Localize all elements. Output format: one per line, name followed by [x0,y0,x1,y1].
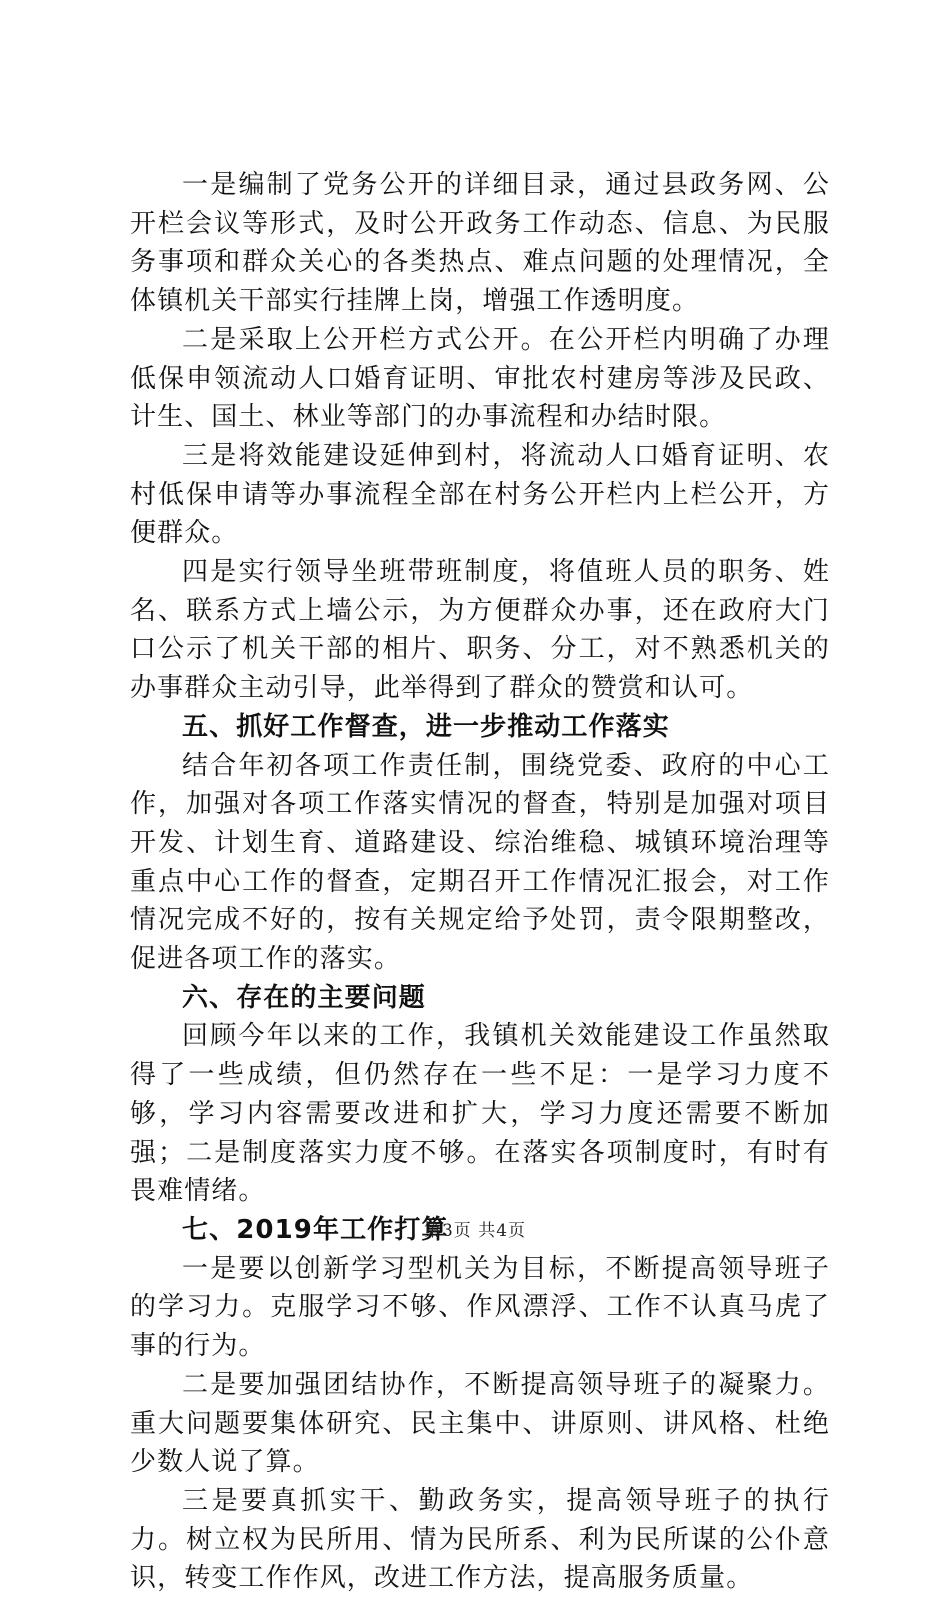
section-heading-5: 五、抓好工作督查，进一步推动工作落实 [182,711,670,742]
page-number-footer: 第3页 共4页 [423,1221,527,1241]
paragraph-7: 一是要以创新学习型机关为目标，不断提高领导班子的学习力。克服学习不够、作风漂浮、工作不认真马虎了事的行为。 [130,1253,830,1362]
paragraph-8: 二是要加强团结协作，不断提高领导班子的凝聚力。重大问题要集体研究、民主集中、讲原则、讲风格、杜绝少数人说了算。 [130,1369,830,1478]
paragraph-2: 二是采取上公开栏方式公开。在公开栏内明确了办理低保申领流动人口婚育证明、审批农村建房等涉及民政、计生、国土、林业等部门的办事流程和办结时限。 [130,324,830,433]
section-heading-7: 七、2019年工作打算 [182,1214,449,1245]
section-heading-6: 六、存在的主要问题 [182,982,426,1013]
paragraph-9: 三是要真抓实干、勤政务实，提高领导班子的执行力。树立权为民所用、情为民所系、利为民所谋的公仆意识，转变工作作风，改进工作方法，提高服务质量。 [130,1485,830,1594]
paragraph-4: 四是实行领导坐班带班制度，将值班人员的职务、姓名、联系方式上墙公示，为方便群众办事，还在政府大门口公示了机关干部的相片、职务、分工，对不熟悉机关的办事群众主动引导，此举得到了群众的赞赏和认可。 [130,557,830,704]
paragraph-5: 结合年初各项工作责任制，围绕党委、政府的中心工作，加强对各项工作落实情况的督查，特别是加强对项目开发、计划生育、道路建设、综治维稳、城镇环境治理等重点中心工作的督查，定期召开工作情况汇报会，对工作情况完成不好的，按有关规定给予处罚，责令限期整改，促进各项工作的落实。 [130,750,830,975]
paragraph-1: 一是编制了党务公开的详细目录，通过县政务网、公开栏会议等形式，及时公开政务工作动态、信息、为民服务事项和群众关心的各类热点、难点问题的处理情况，全体镇机关干部实行挂牌上岗，增强工作透明度。 [130,170,830,317]
paragraph-6: 回顾今年以来的工作，我镇机关效能建设工作虽然取得了一些成绩，但仍然存在一些不足：一是学习力度不够，学习内容需要改进和扩大，学习力度还需要不断加强；二是制度落实力度不够。在落实各项制度时，有时有畏难情绪。 [130,1021,830,1207]
paragraph-3: 三是将效能建设延伸到村，将流动人口婚育证明、农村低保申请等办事流程全部在村务公开栏内上栏公开，方便群众。 [130,440,830,549]
document-body [130,166,830,1598]
